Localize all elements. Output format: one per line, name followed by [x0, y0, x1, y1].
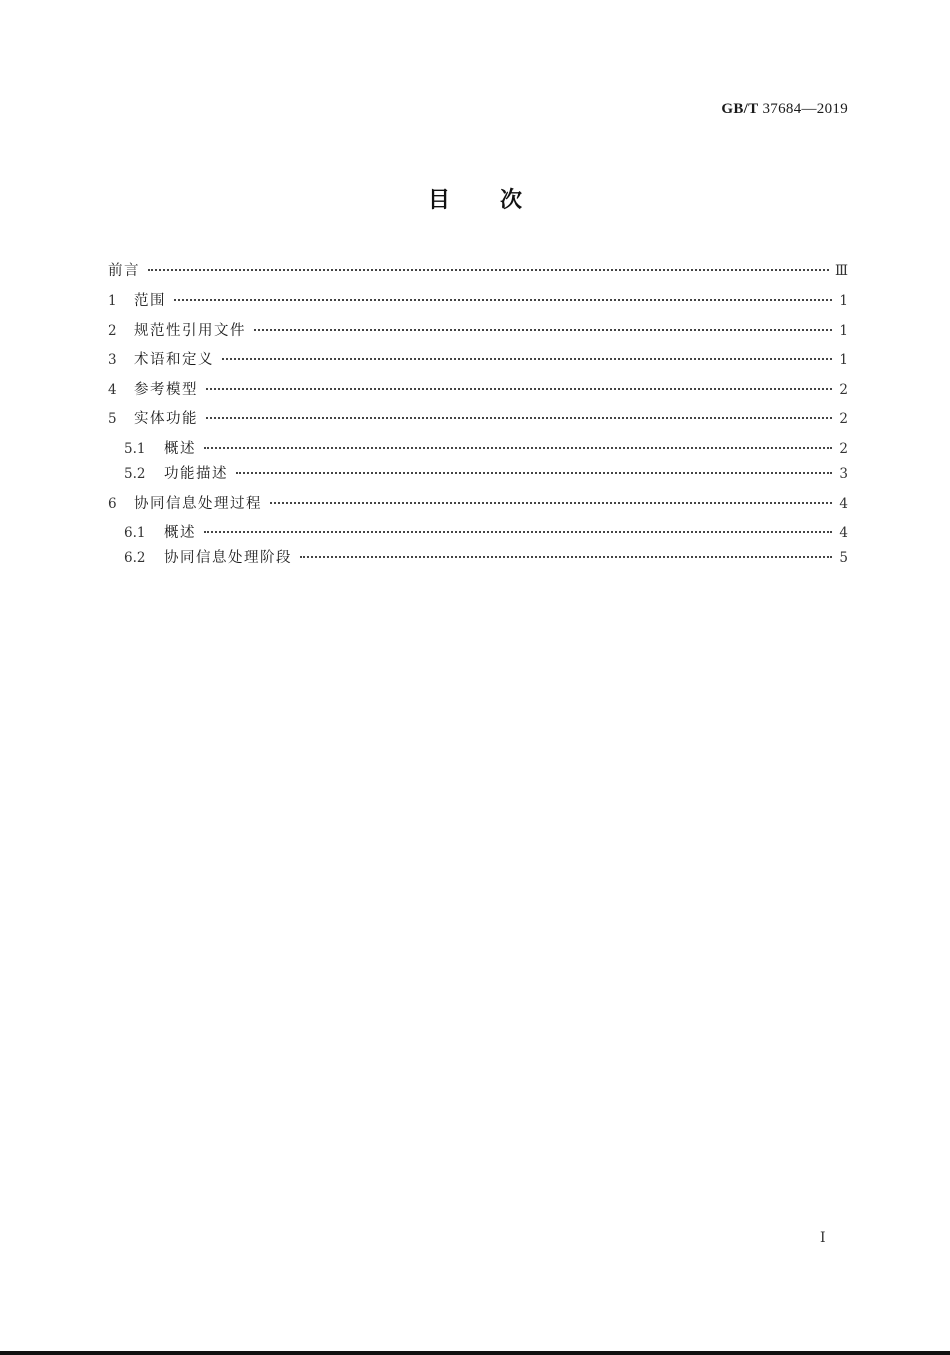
- toc-entry-label: 协同信息处理阶段: [164, 550, 292, 566]
- toc-entry-number: 6: [108, 496, 117, 512]
- toc-entry-2[interactable]: [108, 320, 848, 342]
- toc-entry-3[interactable]: [108, 349, 848, 371]
- toc-entry-6-1[interactable]: [124, 522, 848, 544]
- toc-leader-dots: [300, 556, 832, 558]
- toc-entry-page: 2: [839, 441, 848, 457]
- toc-entry-6[interactable]: [108, 493, 848, 515]
- standard-number: 37684—2019: [762, 101, 848, 117]
- toc-entry-page: 1: [839, 323, 848, 339]
- toc-entry-label: 规范性引用文件: [134, 323, 246, 339]
- toc-entry-number: 1: [108, 293, 117, 309]
- toc-entry-number: 5: [108, 411, 117, 427]
- toc-entry-4[interactable]: [108, 379, 848, 401]
- toc-entry-label: 参考模型: [134, 382, 198, 398]
- page-title: 目次: [427, 188, 572, 213]
- toc-leader-dots: [270, 502, 832, 504]
- toc-entry-label: 前言: [108, 263, 140, 279]
- bottom-border-rule: [0, 1351, 950, 1355]
- toc-entry-page: Ⅲ: [834, 263, 848, 279]
- toc-entry-page: 2: [839, 382, 848, 398]
- toc-leader-dots: [204, 531, 832, 533]
- toc-entry-label: 概述: [164, 441, 196, 457]
- toc-entry-label: 概述: [164, 525, 196, 541]
- standard-code: [721, 101, 848, 118]
- toc-entry-5[interactable]: [108, 408, 848, 430]
- toc-leader-dots: [236, 472, 832, 474]
- toc-entry-label: 功能描述: [164, 466, 228, 482]
- toc-leader-dots: [206, 388, 832, 390]
- standard-prefix: GB/T: [721, 101, 759, 117]
- toc-entry-label: 术语和定义: [134, 352, 214, 368]
- toc-entry-6-2[interactable]: [124, 547, 848, 569]
- toc-entry-page: 1: [839, 293, 848, 309]
- toc-entry-label: 实体功能: [134, 411, 198, 427]
- toc-entry-page: 2: [839, 411, 848, 427]
- toc-entry-number: 2: [108, 323, 117, 339]
- toc-entry-page: 4: [839, 496, 848, 512]
- toc-leader-dots: [148, 269, 829, 271]
- toc-entry-number: 5.2: [124, 466, 146, 482]
- toc-entry-page: 1: [839, 352, 848, 368]
- toc-entry-page: 5: [839, 550, 848, 566]
- toc-leader-dots: [174, 299, 832, 301]
- toc-entry-number: 6.2: [124, 550, 146, 566]
- toc-entry-page: 3: [839, 466, 848, 482]
- toc-entry-label: 协同信息处理过程: [134, 496, 262, 512]
- toc-leader-dots: [222, 358, 832, 360]
- toc-entry-label: 范围: [134, 293, 166, 309]
- toc-entry-5-2[interactable]: [124, 463, 848, 485]
- toc-leader-dots: [206, 417, 832, 419]
- toc-leader-dots: [204, 447, 832, 449]
- toc-entry-page: 4: [839, 525, 848, 541]
- toc-entry-5-1[interactable]: [124, 438, 848, 460]
- toc-entry-number: 5.1: [124, 441, 146, 457]
- toc-entry-preface[interactable]: [108, 260, 848, 282]
- toc-entry-number: 4: [108, 382, 117, 398]
- toc-entry-1[interactable]: [108, 290, 848, 312]
- toc-leader-dots: [254, 329, 832, 331]
- toc-entry-number: 3: [108, 352, 117, 368]
- toc-entry-number: 6.1: [124, 525, 146, 541]
- footer-page-number: Ⅰ: [820, 1231, 826, 1246]
